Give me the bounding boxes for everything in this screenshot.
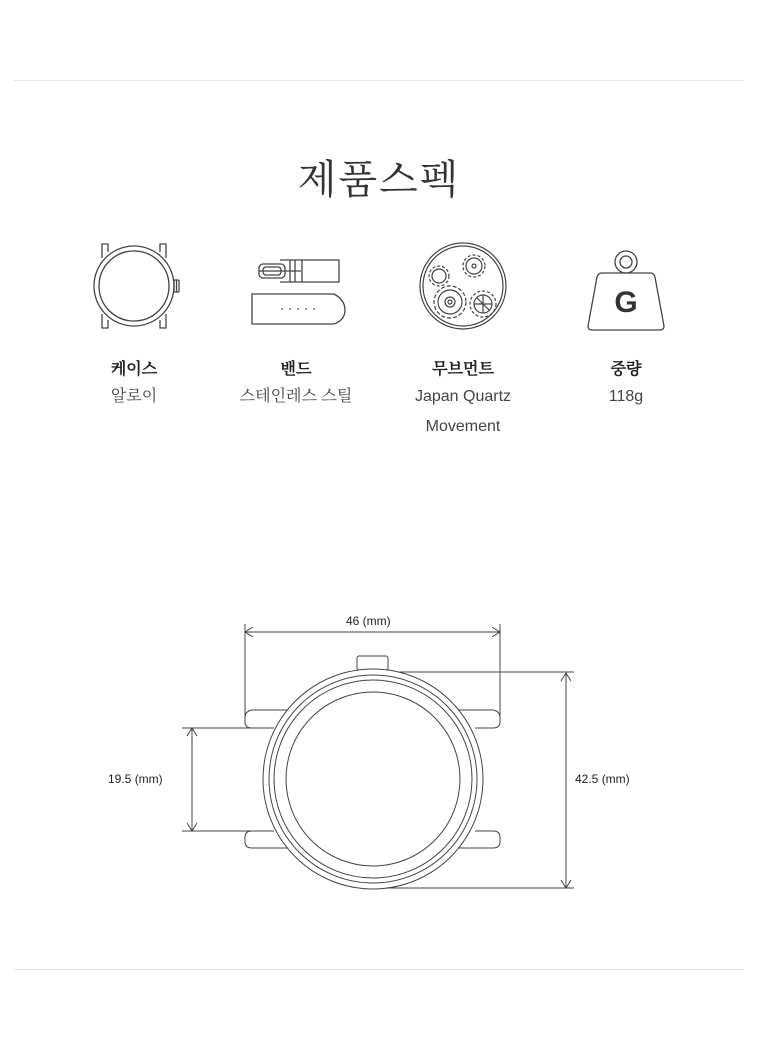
spec-value-line: 118g	[608, 388, 644, 405]
spec-item-band	[211, 236, 381, 412]
spec-value	[541, 382, 711, 412]
spec-item-case	[49, 236, 219, 412]
watch-dimension-diagram	[0, 600, 758, 900]
spec-label: 케이스	[110, 359, 158, 378]
spec-value-line: 스테인레스 스틸	[239, 388, 353, 405]
spec-label: 무브먼트	[432, 359, 494, 378]
watch-crown	[357, 656, 388, 670]
top-divider	[14, 80, 744, 81]
weight-icon	[576, 236, 676, 336]
spec-value-line: Movement	[425, 418, 501, 435]
weight-icon-letter: G	[614, 286, 638, 319]
spec-value-line: 알로이	[110, 388, 158, 405]
bottom-divider	[14, 969, 744, 970]
spec-label: 밴드	[280, 359, 312, 378]
spec-value	[211, 382, 381, 412]
gear-movement-icon	[413, 236, 513, 336]
spec-item-weight	[541, 236, 711, 412]
lug-width-label: 19.5 (mm)	[108, 772, 163, 786]
watch-case-icon	[84, 236, 184, 336]
spec-value	[49, 382, 219, 412]
page-title: 제품스펙	[297, 157, 461, 203]
case-width-label: 46 (mm)	[346, 614, 391, 628]
lug-width-dimension-line	[182, 728, 274, 831]
spec-label: 중량	[610, 359, 642, 378]
watch-case-outline	[263, 669, 483, 889]
watch-strap-icon	[246, 236, 346, 336]
spec-item-movement	[378, 236, 548, 442]
spec-value	[378, 382, 548, 442]
spec-value-line: Japan Quartz	[414, 388, 512, 405]
case-height-label: 42.5 (mm)	[575, 772, 630, 786]
